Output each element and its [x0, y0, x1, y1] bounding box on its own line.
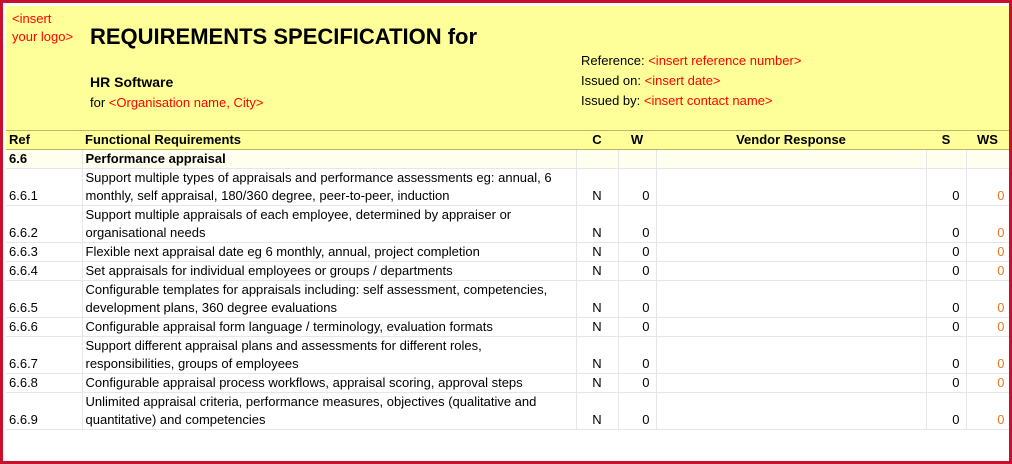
cell-ws: 0: [966, 318, 1009, 337]
section-row: [6, 150, 1009, 169]
col-header-ref: Ref: [6, 131, 82, 150]
cell-vendor-response[interactable]: [656, 262, 926, 281]
cell-ref: 6.6.8: [6, 374, 82, 393]
cell-ws: 0: [966, 262, 1009, 281]
col-header-w: W: [618, 131, 656, 150]
table-row: [6, 393, 1009, 430]
cell-ws: 0: [966, 374, 1009, 393]
cell-s[interactable]: 0: [926, 337, 966, 374]
cell-requirement: Configurable appraisal process workflows, appraisal scoring, approval steps: [82, 374, 576, 393]
cell-requirement: Support multiple appraisals of each employee, determined by appraiser or organisational needs: [82, 206, 576, 243]
col-header-c: C: [576, 131, 618, 150]
cell-requirement: Unlimited appraisal criteria, performance measures, objectives (qualitative and quantitative) and competencies: [82, 393, 576, 430]
cell-vendor-response[interactable]: [656, 318, 926, 337]
cell-c[interactable]: N: [576, 206, 618, 243]
issued-on-line: [581, 73, 721, 88]
table-row: [6, 243, 1009, 262]
table-row: [6, 281, 1009, 318]
cell-s[interactable]: 0: [926, 318, 966, 337]
cell-w[interactable]: 0: [618, 393, 656, 430]
page-title: REQUIREMENTS SPECIFICATION for: [90, 24, 478, 49]
section-ref: 6.6: [6, 150, 82, 169]
cell-c[interactable]: N: [576, 374, 618, 393]
cell-s[interactable]: 0: [926, 262, 966, 281]
cell-w[interactable]: 0: [618, 281, 656, 318]
cell-ref: 6.6.9: [6, 393, 82, 430]
table-row: [6, 337, 1009, 374]
cell-requirement: Set appraisals for individual employees or groups / departments: [82, 262, 576, 281]
col-header-vendor-response: Vendor Response: [656, 131, 926, 150]
reference-line: [581, 53, 801, 68]
cell-requirement: Support multiple types of appraisals and performance assessments eg: annual, 6 monthly, self appraisal, 180/360 degree, peer-to-peer, induction: [82, 169, 576, 206]
cell-requirement: Flexible next appraisal date eg 6 monthly, annual, project completion: [82, 243, 576, 262]
issued-by-placeholder[interactable]: <insert contact name>: [643, 93, 773, 108]
cell-vendor-response[interactable]: [656, 206, 926, 243]
col-header-s: S: [926, 131, 966, 150]
cell-ref: 6.6.2: [6, 206, 82, 243]
organisation-placeholder[interactable]: <Organisation name, City>: [108, 95, 264, 110]
table-row: [6, 169, 1009, 206]
cell-c[interactable]: N: [576, 281, 618, 318]
cell-c[interactable]: N: [576, 393, 618, 430]
cell-c[interactable]: N: [576, 169, 618, 206]
cell-s[interactable]: 0: [926, 169, 966, 206]
cell-s[interactable]: 0: [926, 281, 966, 318]
cell-ref: 6.6.6: [6, 318, 82, 337]
cell-ref: 6.6.3: [6, 243, 82, 262]
cell-ref: 6.6.1: [6, 169, 82, 206]
cell-w[interactable]: 0: [618, 374, 656, 393]
table-header-row: [6, 131, 1009, 150]
col-header-requirements: Functional Requirements: [82, 131, 576, 150]
product-name: HR Software: [90, 74, 174, 90]
table-row: [6, 262, 1009, 281]
cell-c[interactable]: N: [576, 318, 618, 337]
issued-by-label: Issued by:: [581, 93, 641, 108]
cell-s[interactable]: 0: [926, 243, 966, 262]
cell-w[interactable]: 0: [618, 169, 656, 206]
cell-vendor-response[interactable]: [656, 374, 926, 393]
cell-w[interactable]: 0: [618, 206, 656, 243]
requirements-table: [6, 131, 1009, 430]
cell-c[interactable]: N: [576, 262, 618, 281]
cell-c[interactable]: N: [576, 243, 618, 262]
col-header-ws: WS: [966, 131, 1009, 150]
cell-ws: 0: [966, 169, 1009, 206]
for-label: for: [90, 95, 106, 110]
cell-w[interactable]: 0: [618, 262, 656, 281]
section-title: Performance appraisal: [82, 150, 576, 169]
cell-vendor-response[interactable]: [656, 281, 926, 318]
cell-ws: 0: [966, 393, 1009, 430]
cell-w[interactable]: 0: [618, 243, 656, 262]
cell-requirement: Configurable appraisal form language / terminology, evaluation formats: [82, 318, 576, 337]
table-row: [6, 374, 1009, 393]
reference-label: Reference:: [581, 53, 645, 68]
cell-vendor-response[interactable]: [656, 393, 926, 430]
cell-ws: 0: [966, 243, 1009, 262]
cell-vendor-response[interactable]: [656, 169, 926, 206]
reference-placeholder[interactable]: <insert reference number>: [648, 53, 802, 68]
cell-s[interactable]: 0: [926, 393, 966, 430]
cell-vendor-response[interactable]: [656, 243, 926, 262]
cell-c[interactable]: N: [576, 337, 618, 374]
cell-vendor-response[interactable]: [656, 337, 926, 374]
issued-on-placeholder[interactable]: <insert date>: [644, 73, 721, 88]
cell-ws: 0: [966, 281, 1009, 318]
issued-on-label: Issued on:: [581, 73, 641, 88]
cell-w[interactable]: 0: [618, 337, 656, 374]
cell-ref: 6.6.5: [6, 281, 82, 318]
table-row: [6, 206, 1009, 243]
cell-ref: 6.6.4: [6, 262, 82, 281]
spec-header: [6, 6, 1009, 131]
issued-by-line: [581, 93, 773, 108]
table-row: [6, 318, 1009, 337]
organisation-line: [90, 95, 263, 110]
cell-ws: 0: [966, 206, 1009, 243]
cell-ref: 6.6.7: [6, 337, 82, 374]
logo-placeholder[interactable]: <insert your logo>: [12, 11, 74, 44]
cell-ws: 0: [966, 337, 1009, 374]
cell-s[interactable]: 0: [926, 206, 966, 243]
cell-requirement: Configurable templates for appraisals including: self assessment, competencies, development plans, 360 degree evaluations: [82, 281, 576, 318]
cell-w[interactable]: 0: [618, 318, 656, 337]
cell-requirement: Support different appraisal plans and assessments for different roles, responsibilities, groups of employees: [82, 337, 576, 374]
cell-s[interactable]: 0: [926, 374, 966, 393]
